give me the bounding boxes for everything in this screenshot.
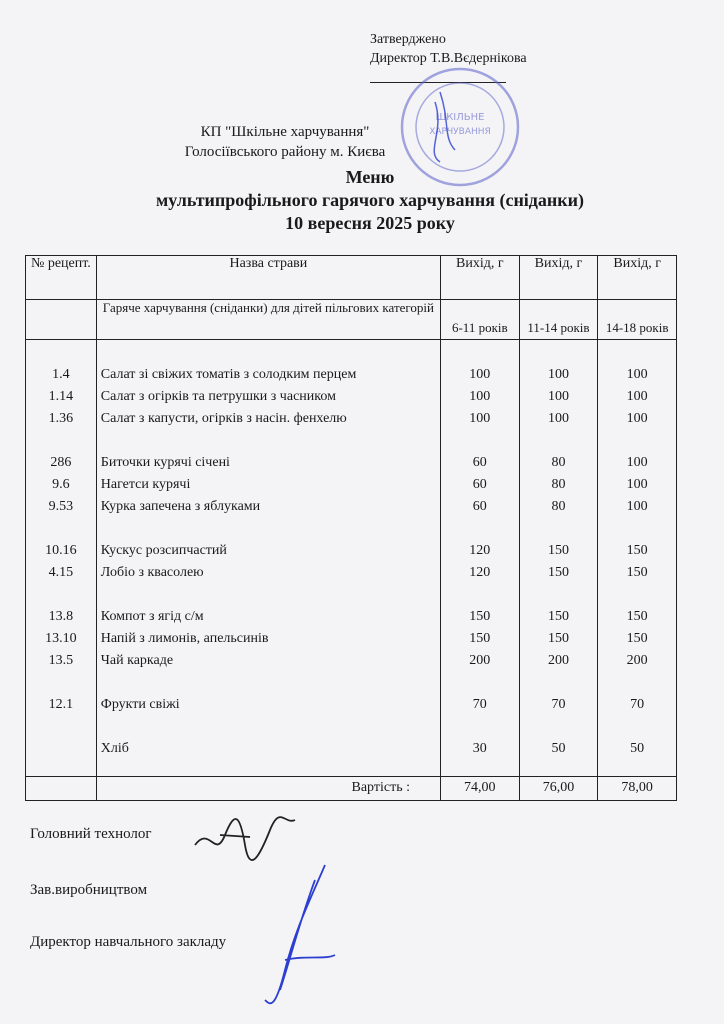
cell-num: 1.36 [48,411,74,426]
cell-v1: 120 [469,543,491,558]
cell-num [30,738,92,760]
cell-v3: 200 [626,653,648,668]
menu-subtitle: мультипрофільного гарячого харчування (сніданки) [155,190,585,210]
cell-v2: 200 [547,653,569,668]
subheader-age-1: 6-11 років [440,300,519,340]
recipe-number-column [26,340,97,777]
cell-v3: 100 [626,477,648,492]
cell-num: 1.4 [52,367,70,382]
cell-num: 4.15 [48,565,74,580]
cell-num [30,584,92,606]
cell-v2 [524,672,594,694]
cell-v3: 150 [626,631,648,646]
subheader-age-2: 11-14 років [519,300,598,340]
menu-table [25,255,677,801]
director-signature-icon [255,860,345,1010]
cell-num: 1.14 [48,389,74,404]
header-output-2: Вихід, г [519,256,598,300]
cell-name [101,716,436,738]
cell-num: 12.1 [48,697,74,712]
chief-technologist-label: Головний технолог [30,826,152,842]
cell-v2: 80 [551,499,566,514]
cell-num: 9.6 [52,477,70,492]
cell-v3: 100 [626,499,648,514]
cell-num: 286 [50,455,72,470]
cell-v2: 150 [547,543,569,558]
cell-name: Напій з лимонів, апельсинів [100,631,269,646]
cell-v1 [445,716,515,738]
table-header-row [26,256,677,300]
cell-v1: 200 [469,653,491,668]
header-recipe-number: № рецепт. [26,256,97,300]
cell-v3: 100 [626,367,648,382]
cell-name: Салат з огірків та петрушки з часником [100,389,336,404]
dish-name-column [96,340,440,777]
school-director-label: Директор навчального закладу [30,934,227,950]
cell-v1: 150 [469,631,491,646]
cell-v1 [445,430,515,452]
cell-v3 [602,672,672,694]
cell-num: 13.10 [45,631,77,646]
cell-name: Салат з капусти, огірків з насін. фенхелю [100,411,347,426]
cell-v2: 100 [547,367,569,382]
table-total-row [26,777,677,801]
cell-v1: 70 [472,697,487,712]
cell-name: Курка запечена з яблуками [100,499,261,514]
cell-v2: 150 [547,565,569,580]
total-value-2: 76,00 [519,777,598,801]
cell-name: Салат зі свіжих томатів з солодким перцем [100,367,357,382]
menu-date: 10 вересня 2025 року [285,213,455,233]
cell-v1: 100 [469,367,491,382]
cell-v1: 60 [472,477,487,492]
technologist-signature-icon [190,805,300,865]
cell-v1: 120 [469,565,491,580]
table-body-row [26,340,677,777]
subheader-age-3: 14-18 років [598,300,677,340]
cell-name: Нагетси курячі [100,477,191,492]
cell-v3: 100 [626,389,648,404]
total-label: Вартість : [96,777,440,801]
organization-name: КП "Шкільне харчування" [200,124,370,140]
cell-v2: 100 [547,389,569,404]
cell-name: Чай каркаде [100,653,174,668]
cell-num [30,518,92,540]
cell-v3 [602,716,672,738]
cell-num [30,716,92,738]
header-output-3: Вихід, г [598,256,677,300]
output-column-3 [598,340,677,777]
cell-v3 [602,518,672,540]
cell-name: Компот з ягід с/м [100,609,204,624]
cell-name [101,430,436,452]
subheader-category: Гаряче харчування (сніданки) для дітей пільгових категорій [96,300,440,340]
cell-num [30,430,92,452]
cell-num [30,672,92,694]
cell-name: Биточки курячі січені [100,455,230,470]
cell-name [101,672,436,694]
cell-v3: 150 [626,609,648,624]
cell-v2: 80 [551,477,566,492]
production-manager-label: Зав.виробництвом [30,882,148,898]
cell-v3: 100 [626,411,648,426]
output-column-1 [440,340,519,777]
cell-v1: 150 [469,609,491,624]
cell-name: Хліб [100,741,129,756]
cell-v2: 100 [547,411,569,426]
cell-v2: 150 [547,609,569,624]
cell-v2 [524,518,594,540]
cell-v2 [524,584,594,606]
menu-title-block [100,166,640,235]
cell-v3: 150 [626,565,648,580]
cell-num: 9.53 [48,499,74,514]
cell-v1 [445,584,515,606]
organization-district: Голосіївського району м. Києва [184,144,386,160]
cell-name [101,584,436,606]
stamp-text-2: ХАРЧУВАННЯ [429,127,491,137]
cell-v3: 50 [630,741,645,756]
cell-name [101,518,436,540]
cell-v2: 150 [547,631,569,646]
cell-v2: 70 [551,697,566,712]
output-column-2 [519,340,598,777]
cell-v1 [445,518,515,540]
cell-v1: 100 [469,389,491,404]
cell-name: Фрукти свіжі [100,697,180,712]
cell-v2 [524,716,594,738]
header-dish-name: Назва страви [96,256,440,300]
approval-label: Затверджено [370,32,446,47]
total-value-1: 74,00 [440,777,519,801]
cell-v1 [445,672,515,694]
organization-block [120,122,450,162]
cell-v1: 60 [472,455,487,470]
cell-v3 [602,430,672,452]
cell-num: 13.5 [48,653,74,668]
approval-director: Директор Т.В.Вєдернікова [370,51,527,66]
cell-v1: 30 [472,741,487,756]
table-subheader-row [26,300,677,340]
cell-v3: 150 [626,543,648,558]
cell-v1: 60 [472,499,487,514]
cell-v3: 100 [626,455,648,470]
header-output-1: Вихід, г [440,256,519,300]
cell-v1: 100 [469,411,491,426]
cell-v2: 80 [551,455,566,470]
cell-v3 [602,584,672,606]
cell-name: Кускус розсипчастий [100,543,227,558]
cell-num: 13.8 [48,609,74,624]
cell-num: 10.16 [45,543,77,558]
menu-title: Меню [345,167,395,187]
cell-name: Лобіо з квасолею [100,565,204,580]
stamp-text-1: ШКІЛЬНЕ [435,112,485,123]
cell-v2: 50 [551,741,566,756]
total-value-3: 78,00 [598,777,677,801]
cell-v3: 70 [630,697,645,712]
cell-v2 [524,430,594,452]
